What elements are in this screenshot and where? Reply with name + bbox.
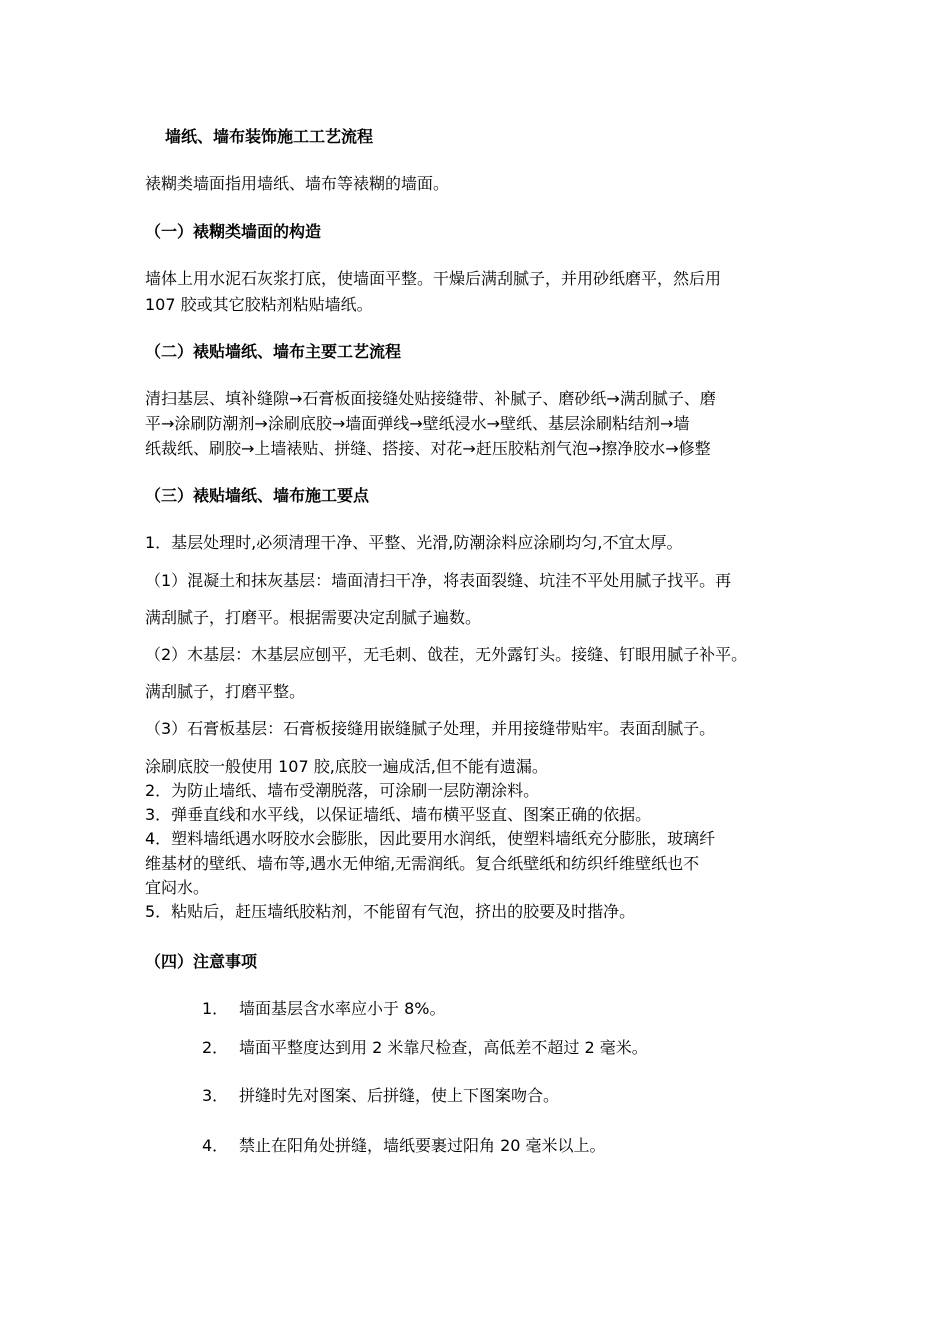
notice-item [202, 1134, 872, 1158]
section-1-line: 107 胶或其它胶粘剂粘贴墙纸。 [145, 295, 373, 314]
section-2-line: 清扫基层、填补缝隙→石膏板面接缝处贴接缝带、补腻子、磨砂纸→满刮腻子、磨 [145, 389, 716, 408]
section-3-line: 宜闷水。 [145, 878, 210, 897]
section-3-line: 满刮腻子，打磨平。根据需要决定刮腻子遍数。 [145, 608, 482, 627]
section-4-heading: （四）注意事项 [145, 952, 258, 971]
notice-item-text: 墙面平整度达到用 2 米靠尺检查，高低差不超过 2 毫米。 [239, 1038, 648, 1057]
section-3-line: 2．为防止墙纸、墙布受潮脱落，可涂刷一层防潮涂料。 [145, 781, 540, 800]
section-3-line: （3）石膏板基层：石膏板接缝用嵌缝腻子处理，并用接缝带贴牢。表面刮腻子。 [145, 719, 716, 738]
notice-item-text: 禁止在阳角处拼缝，墙纸要裹过阳角 20 毫米以上。 [239, 1136, 606, 1155]
notice-item [202, 997, 872, 1021]
notice-item-number: 3． [202, 1086, 229, 1105]
notice-item [202, 1084, 872, 1108]
notice-item-number: 1． [202, 999, 229, 1018]
section-3-line: 5．粘贴后，赶压墙纸胶粘剂，不能留有气泡，挤出的胶要及时揩净。 [145, 902, 636, 921]
section-1-line: 墙体上用水泥石灰浆打底，使墙面平整。干燥后满刮腻子，并用砂纸磨平，然后用 [145, 269, 722, 288]
notice-item [202, 1036, 872, 1060]
section-2-line: 纸裁纸、刷胶→上墙裱贴、拼缝、搭接、对花→赶压胶粘剂气泡→擦净胶水→修整 [145, 439, 711, 458]
section-3-line: （1）混凝土和抹灰基层：墙面清扫干净，将表面裂缝、坑洼不平处用腻子找平。再 [145, 571, 732, 590]
intro-paragraph: 裱糊类墙面指用墙纸、墙布等裱糊的墙面。 [145, 174, 450, 193]
section-3-heading: （三）裱贴墙纸、墙布施工要点 [145, 486, 370, 505]
section-2-line: 平→涂刷防潮剂→涂刷底胶→墙面弹线→壁纸浸水→壁纸、基层涂刷粘结剂→墙 [145, 414, 690, 433]
section-3-line: 满刮腻子，打磨平整。 [145, 682, 306, 701]
section-3-line: 3．弹垂直线和水平线，以保证墙纸、墙布横平竖直、图案正确的依据。 [145, 805, 652, 824]
notice-item-text: 拼缝时先对图案、后拼缝，使上下图案吻合。 [239, 1086, 560, 1105]
section-3-line: 1．基层处理时,必须清理干净、平整、光滑,防潮涂料应涂刷均匀,不宜太厚。 [145, 533, 683, 552]
section-2-heading: （二）裱贴墙纸、墙布主要工艺流程 [145, 342, 402, 361]
section-3-line: （2）木基层：木基层应刨平，无毛刺、戗茬，无外露钉头。接缝、钉眼用腻子补平。 [145, 645, 748, 664]
section-3-line: 4．塑料墙纸遇水呀胶水会膨胀，因此要用水润纸，使塑料墙纸充分膨胀，玻璃纤 [145, 829, 716, 848]
document-title: 墙纸、墙布装饰施工工艺流程 [165, 127, 374, 146]
notice-item-number: 4． [202, 1136, 229, 1155]
notice-item-text: 墙面基层含水率应小于 8%。 [239, 999, 446, 1018]
section-3-line: 涂刷底胶一般使用 107 胶,底胶一遍成活,但不能有遗漏。 [145, 757, 548, 776]
notice-item-number: 2． [202, 1038, 229, 1057]
section-3-line: 维基材的壁纸、墙布等,遇水无伸缩,无需润纸。复合纸壁纸和纺织纤维壁纸也不 [145, 854, 700, 873]
section-1-heading: （一）裱糊类墙面的构造 [145, 222, 322, 241]
